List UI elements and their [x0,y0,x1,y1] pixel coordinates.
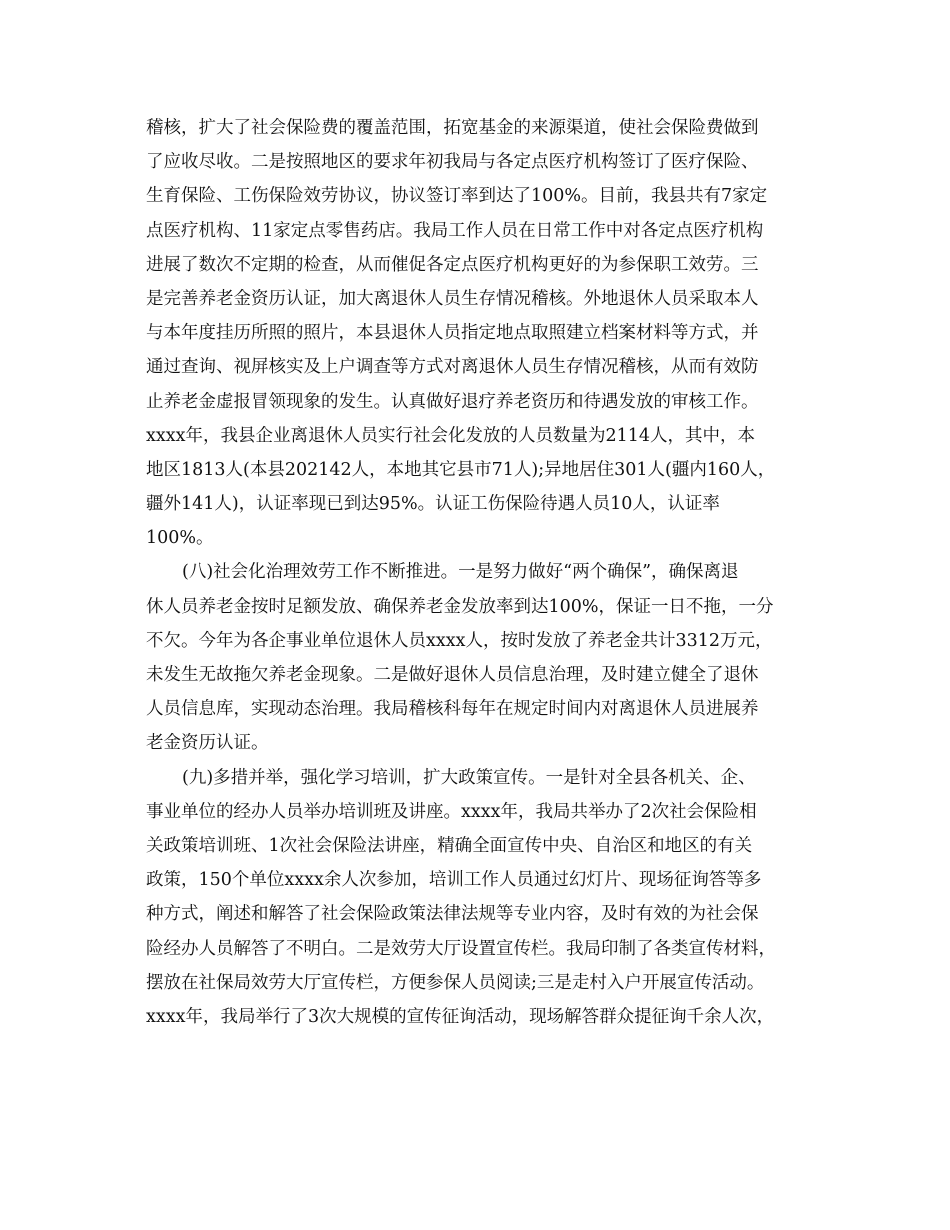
text-line: xxxx年，我局举行了3次大规模的宣传征询活动，现场解答群众提征询千余人次， [146,1006,775,1027]
text-line: 老金资历认证。 [146,733,269,754]
text-line: 是完善养老金资历认证，加大离退休人员生存情况稽核。外地退休人员采取本人 [146,288,759,309]
text-line: 人员信息库，实现动态治理。我局稽核科每年在规定时间内对离退休人员进展养 [146,699,759,720]
text-line: 疆外141人)，认证率现已到达95%。认证工伤保险待遇人员10人，认证率 [146,494,720,515]
text-line: 不欠。今年为各企事业单位退休人员xxxx人，按时发放了养老金共计3312万元， [146,630,773,651]
section-heading-line: (八)社会化治理效劳工作不断推进。一是努力做好“两个确保”，确保离退 [182,562,739,583]
text-line: 关政策培训班、1次社会保险法讲座，精确全面宣传中央、自治区和地区的有关 [146,835,753,856]
text-line: 事业单位的经办人员举办培训班及讲座。xxxx年，我局共举办了2次社会保险相 [146,801,757,822]
text-line: 止养老金虚报冒领现象的发生。认真做好退疗养老资历和待遇发放的审核工作。 [146,391,759,412]
text-line: 休人员养老金按时足额发放、确保养老金发放率到达100%，保证一日不拖，一分 [146,596,774,617]
text-line: 政策，150个单位xxxx余人次参加，培训工作人员通过幻灯片、现场征询答等多 [146,870,762,891]
section-heading-line: (九)多措并举，强化学习培训，扩大政策宣传。一是针对全县各机关、企、 [182,767,756,788]
text-line: 未发生无故拖欠养老金现象。二是做好退休人员信息治理，及时建立健全了退休 [146,665,759,685]
body-text [146,111,811,1034]
text-line: 生育保险、工伤保险效劳协议，协议签订率到达了100%。目前，我县共有7家定 [146,186,768,207]
text-line: 摆放在社保局效劳大厅宣传栏，方便参保人员阅读;三是走村入户开展宣传活动。 [146,972,765,993]
text-line: 与本年度挂历所照的照片，本县退休人员指定地点取照建立档案材料等方式，并 [146,323,759,344]
text-line: 地区1813人(本县202142人，本地其它县市71人);异地居住301人(疆内160人， [146,459,776,480]
text-line: 险经办人员解答了不明白。二是效劳大厅设置宣传栏。我局印制了各类宣传材料， [146,938,776,959]
text-line: 了应收尽收。二是按照地区的要求年初我局与各定点医疗机构签订了医疗保险、 [146,152,759,173]
text-line: 稽核，扩大了社会保险费的覆盖范围，拓宽基金的来源渠道，使社会保险费做到 [146,118,759,138]
text-line: 100%。 [146,528,214,549]
text-line: 种方式，阐述和解答了社会保险政策法律法规等专业内容，及时有效的为社会保 [146,904,759,925]
text-line: 点医疗机构、11家定点零售药店。我局工作人员在日常工作中对各定点医疗机构 [146,220,764,241]
text-line: xxxx年，我县企业离退休人员实行社会化发放的人员数量为2114人，其中，本 [146,425,756,446]
text-line: 通过查询、视屏核实及上户调查等方式对离退休人员生存情况稽核，从而有效防 [146,357,759,378]
text-line: 进展了数次不定期的检查，从而催促各定点医疗机构更好的为参保职工效劳。三 [146,254,759,275]
